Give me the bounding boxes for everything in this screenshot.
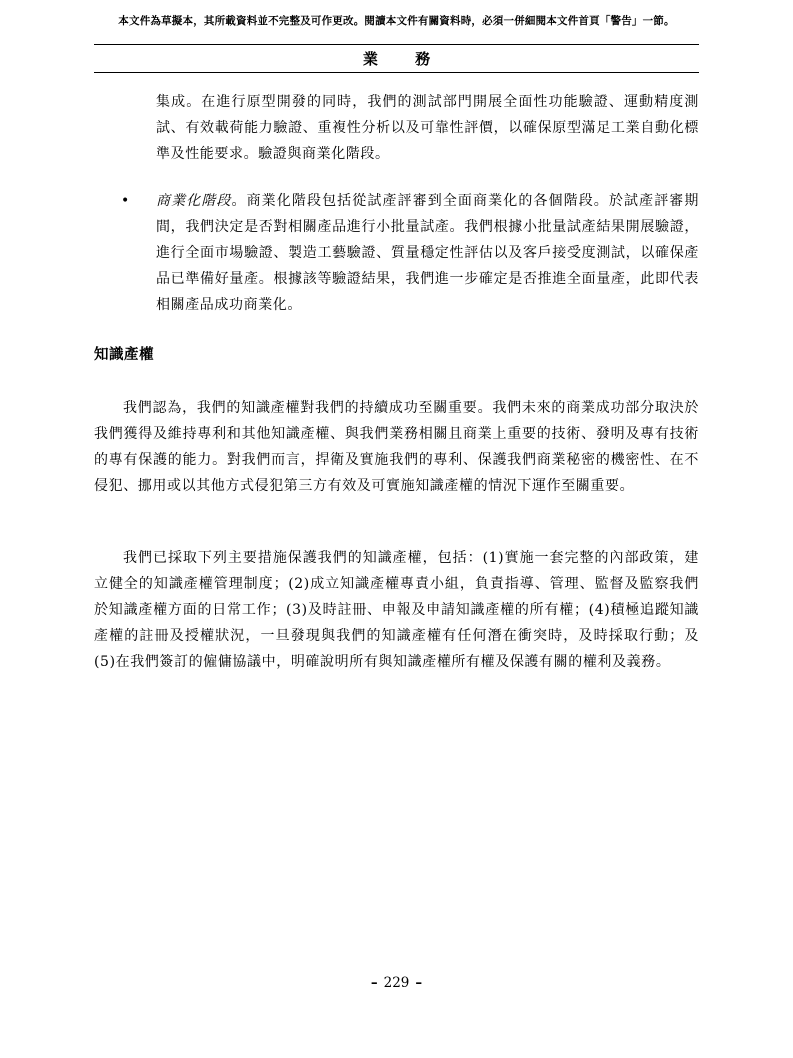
header-rule-top: [94, 44, 699, 45]
header-rule-bottom: [94, 72, 699, 73]
draft-disclaimer: 本文件為草擬本，其所載資料並不完整及可作更改。閱讀本文件有關資料時，必須一併細閱本文件首頁「警告」一節。: [118, 15, 675, 27]
bullet-text: [156, 188, 699, 318]
bullet-dot-icon: •: [121, 193, 130, 209]
page-number: 229: [383, 975, 410, 991]
bullet-term: 商業化階段: [156, 193, 232, 209]
page-dash-left: –: [370, 975, 378, 991]
bullet-body: 。商業化階段包括從試產評審到全面商業化的各個階段。於試產評審期間，我們決定是否對相關產品進行小批量試產。我們根據小批量試產結果開展驗證，進行全面市場驗證、製造工藝驗證、質量穩定性評估以及客戶接受度測試，以確保產品已準備好量產。根據該等驗證結果，我們進一步確定是否推進全面量產，此即代表相關產品成功商業化。: [156, 193, 699, 313]
section-title: 業 務: [362, 50, 447, 68]
ip-paragraph-1: 我們認為，我們的知識產權對我們的持續成功至關重要。我們未來的商業成功部分取決於我們獲得及維持專利和其他知識產權、與我們業務相關且商業上重要的技術、發明及專有技術的專有保護的能力。對我們而言，捍衛及實施我們的專利、保護我們商業秘密的機密性、在不侵犯、挪用或以其他方式侵犯第三方有效及可實施知識產權的情況下運作至關重要。: [94, 400, 699, 494]
page-footer: [94, 974, 699, 992]
ip-paragraph-2: 我們已採取下列主要措施保護我們的知識產權，包括：(1)實施一套完整的內部政策，建立健全的知識產權管理制度；(2)成立知識產權專責小組，負責指導、管理、監督及監察我們於知識產權方面的日常工作；(3)及時註冊、申報及申請知識產權的所有權；(4)積極追蹤知識產權的註冊及授權狀況，一旦發現與我們的知識產權有任何潛在衝突時，及時採取行動；及(5)在我們簽訂的僱傭協議中，明確說明所有與知識產權所有權及保護有關的權利及義務。: [94, 550, 699, 670]
page-dash-right: –: [415, 975, 423, 991]
continuation-paragraph: 集成。在進行原型開發的同時，我們的測試部門開展全面性功能驗證、運動精度測試、有效載荷能力驗證、重複性分析以及可靠性評價，以確保原型滿足工業自動化標準及性能要求。驗證與商業化階段。: [156, 94, 699, 162]
section-heading-ip: 知識產權: [94, 346, 154, 363]
